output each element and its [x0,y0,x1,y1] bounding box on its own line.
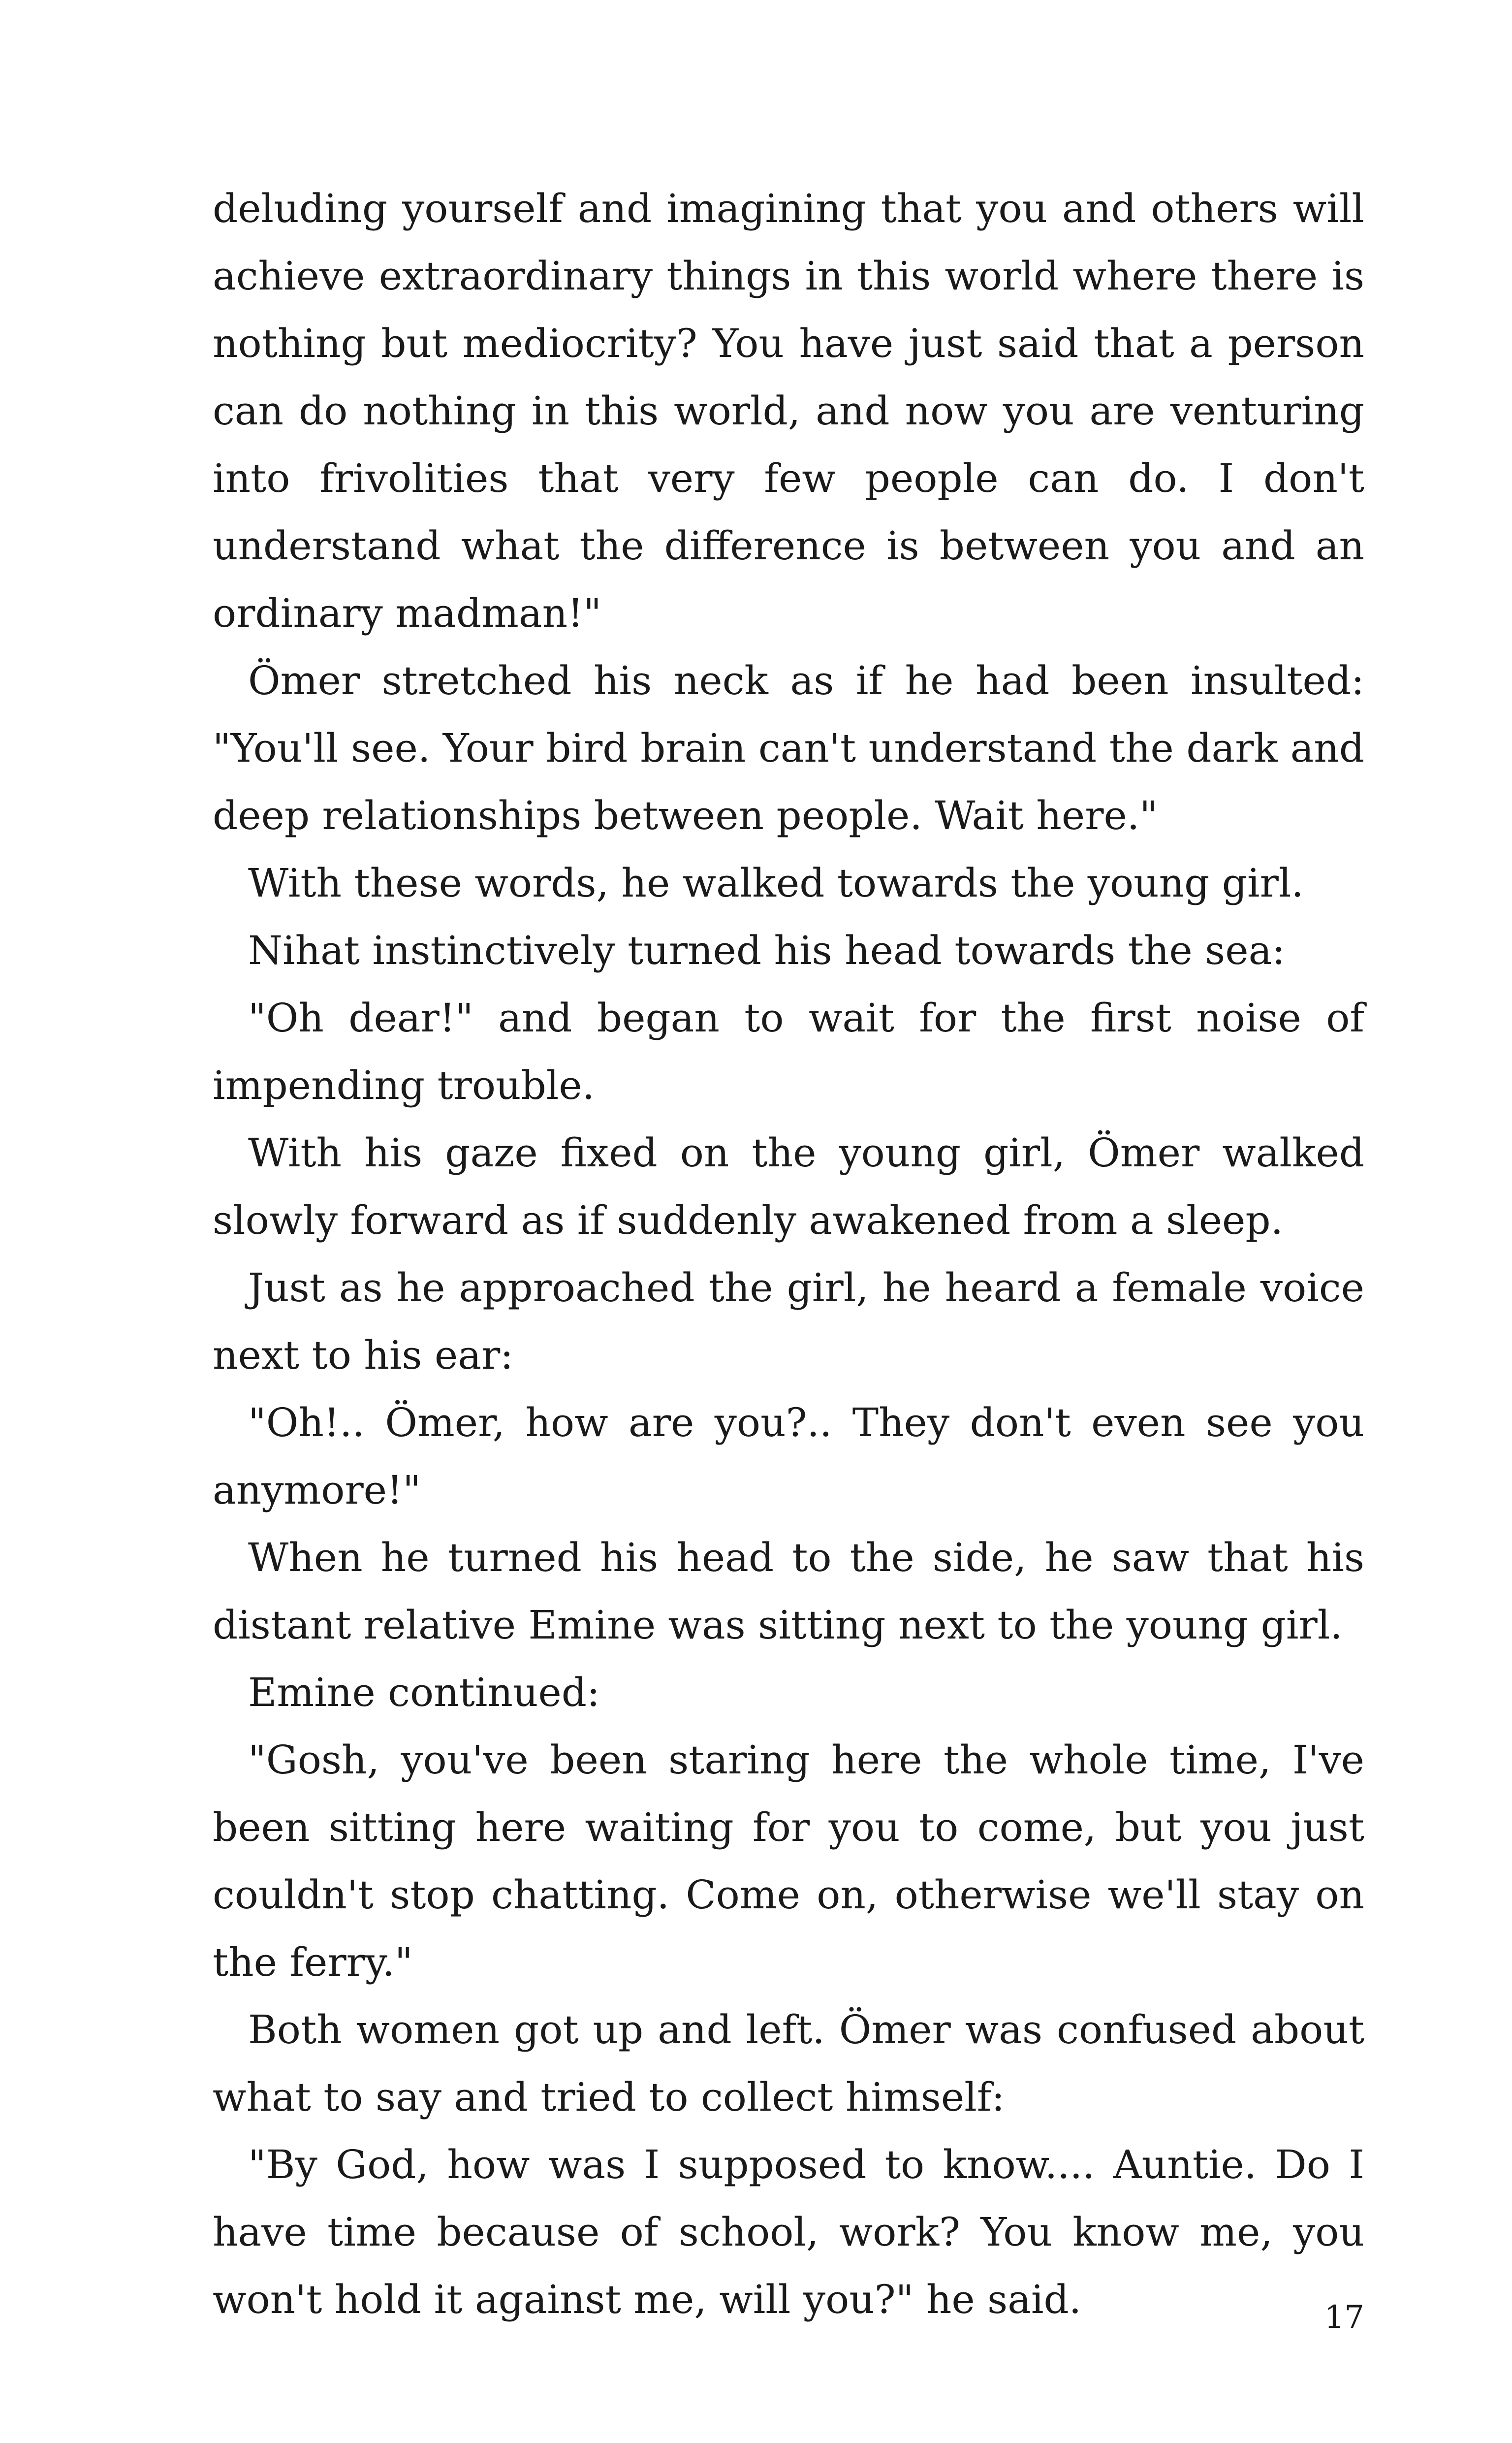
body-text [213,175,1364,2333]
paragraph: With these words, he walked towards the young girl. [248,860,1304,906]
page-number: 17 [1324,2299,1364,2336]
paragraph: Nihat instinctively turned his head towards the sea: [248,928,1286,973]
paragraph: Emine continued: [248,1670,600,1715]
paragraph: "By God, how was I supposed to know.... Auntie. Do I have time because of school, work? You know me, you won't hold it against me, will you?" he said. [213,2142,1364,2322]
paragraph: With his gaze fixed on the young girl, Ömer walked slowly forward as if suddenly awakened from a sleep. [213,1130,1364,1243]
paragraph: Just as he approached the girl, he heard a female voice next to his ear: [213,1265,1364,1378]
paragraph: "Gosh, you've been staring here the whole time, I've been sitting here waiting for you to come, but you just couldn't stop chatting. Come on, otherwise we'll stay on the ferry." [213,1737,1364,1985]
paragraph: When he turned his head to the side, he saw that his distant relative Emine was sitting next to the young girl. [213,1535,1364,1648]
paragraph: Both women got up and left. Ömer was confused about what to say and tried to collect himself: [213,2007,1364,2120]
paragraph: Ömer stretched his neck as if he had been insulted: "You'll see. Your bird brain can't understand the dark and deep relationships between people. Wait here." [213,658,1364,838]
paragraph: "Oh dear!" and began to wait for the first noise of impending trouble. [213,995,1364,1108]
paragraph: "Oh!.. Ömer, how are you?.. They don't even see you anymore!" [213,1400,1364,1513]
paragraph: deluding yourself and imagining that you and others will achieve extraordinary things in this world where there is nothing but mediocrity? You have just said that a person can do nothing in this world, and now you are venturing into frivolities that very few people can do. I don't understand what the difference is between you and an ordinary madman!" [213,186,1364,636]
